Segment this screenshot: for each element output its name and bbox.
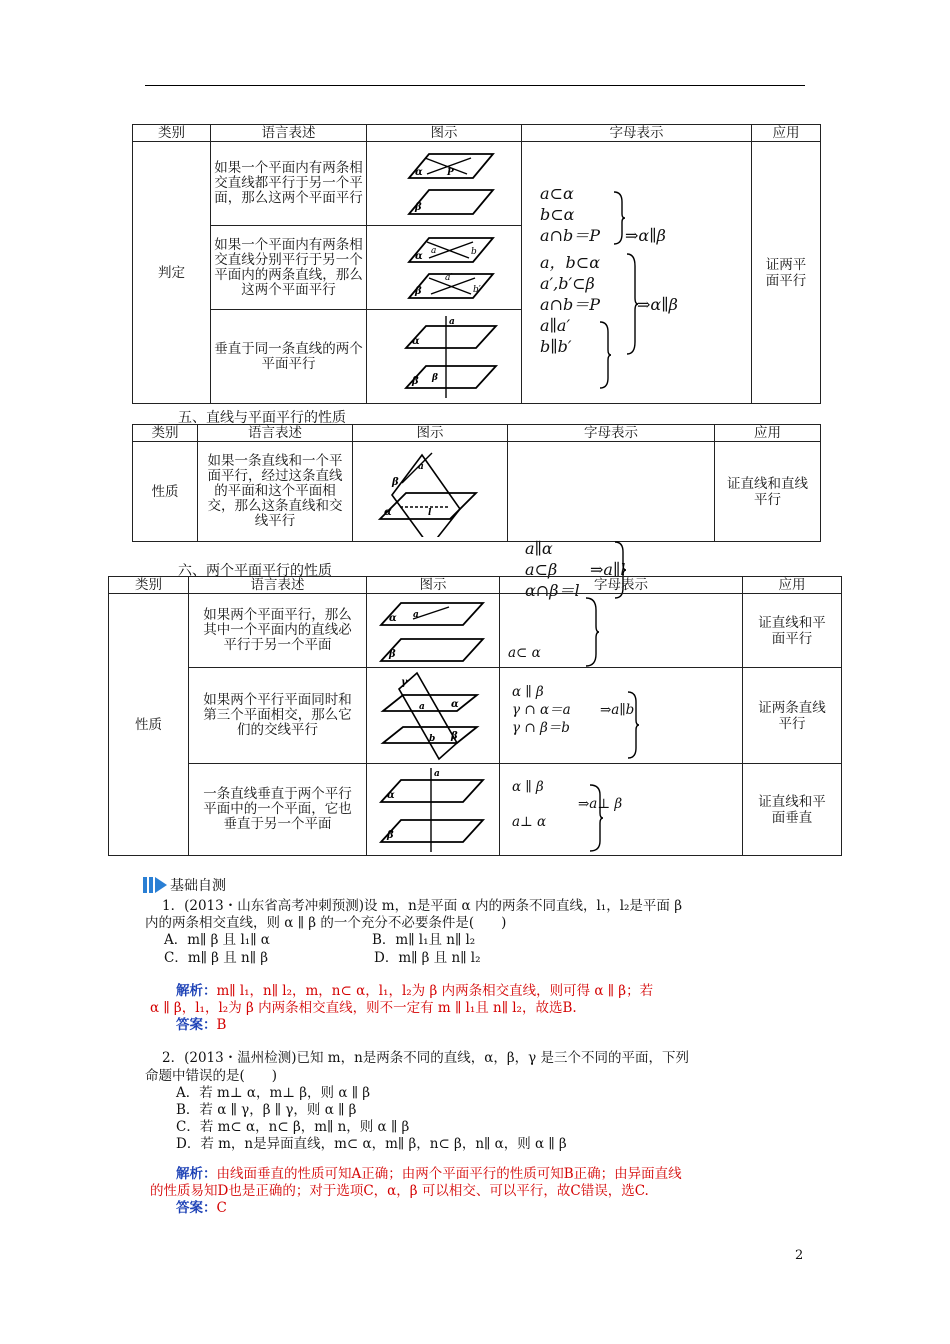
figure-cell — [367, 142, 522, 226]
two-planes-figure — [389, 232, 499, 304]
table-plane-parallel-criteria — [132, 124, 821, 404]
option-d: D．m∥ β 且 n∥ l₂ — [374, 950, 481, 966]
description-cell: 如果一个平面内有两条相交直线都平行于另一个平面，那么这两个平面平行 — [211, 142, 367, 226]
svg-text:a′: a′ — [445, 272, 453, 283]
formula-line: b⊂α — [540, 205, 575, 224]
svg-text:β: β — [387, 829, 394, 841]
figure-cell — [367, 310, 522, 404]
perpendicular-line-planes-figure — [373, 766, 493, 854]
header-application: 应用 — [743, 577, 842, 594]
explanation-label: 解析： — [176, 1166, 217, 1182]
figure-cell — [367, 764, 500, 856]
svg-text:β: β — [389, 648, 396, 660]
section-icon — [143, 875, 169, 899]
header-notation: 字母表示 — [508, 425, 715, 442]
svg-text:α: α — [415, 166, 423, 178]
description-cell: 如果两个平面平行，那么其中一个平面内的直线必平行于另一个平面 — [189, 594, 367, 668]
svg-text:β: β — [412, 375, 419, 387]
svg-text:β: β — [451, 730, 458, 742]
formula-line: a′,b′⊂β — [540, 274, 595, 293]
svg-text:α: α — [387, 789, 395, 801]
svg-text:α: α — [389, 612, 397, 624]
svg-text:a: a — [418, 461, 424, 472]
explanation-label: 解析： — [176, 983, 217, 999]
answer-label: 答案： — [176, 1017, 217, 1033]
svg-text:β: β — [392, 476, 399, 488]
formula-line: a∩b＝P — [540, 226, 600, 245]
header-description: 语言表述 — [211, 125, 367, 142]
section-heading-6: 六、两个平面平行的性质 — [178, 563, 332, 579]
line-plane-intersection-figure — [370, 447, 490, 537]
header-notation: 字母表示 — [522, 125, 752, 142]
option-b: B．m∥ l₁且 n∥ l₂ — [372, 932, 476, 948]
option-c: C．m∥ β 且 n∥ β — [164, 950, 269, 966]
header-figure: 图示 — [353, 425, 508, 442]
two-planes-line-figure — [373, 597, 493, 665]
formula-line: a∥a′ — [540, 316, 571, 335]
application-cell: 证直线和平面平行 — [743, 594, 842, 668]
application-cell: 证直线和平面垂直 — [743, 764, 842, 856]
description-cell: 如果一条直线和一个平面平行，经过这条直线的平面和这个平面相交，那么这条直线和交线平行 — [198, 442, 353, 542]
svg-text:γ: γ — [401, 676, 408, 688]
question-1-stem: 内的两条相交直线，则 α ∥ β 的一个充分不必要条件是( ) — [145, 915, 507, 931]
notation-cell: a⊂ α — [500, 594, 743, 668]
answer-label: 答案： — [176, 1200, 217, 1216]
svg-text:a: a — [413, 609, 419, 620]
explanation-text: m∥ l₁，n∥ l₂，m，n⊂ α，l₁，l₂为 β 内两条相交直线，则可得 α ∥ β；若 — [216, 983, 654, 999]
description-cell: 如果两个平行平面同时和第三个平面相交，那么它们的交线平行 — [189, 668, 367, 764]
brace — [598, 320, 612, 390]
application-cell: 证直线和直线平行 — [715, 442, 821, 542]
svg-text:β: β — [415, 285, 422, 297]
header-figure: 图示 — [367, 125, 522, 142]
formula-line: a⊂β — [525, 560, 558, 579]
application-cell: 证两平面平行 — [752, 142, 821, 404]
formula-line: γ ∩ α＝a — [512, 702, 571, 718]
svg-text:α: α — [415, 250, 423, 262]
header-category: 类别 — [133, 125, 211, 142]
formula-result: ⇒a∥b — [600, 702, 635, 718]
figure-cell — [367, 226, 522, 310]
svg-text:a: a — [419, 701, 425, 712]
brace — [588, 783, 604, 853]
perpendicular-line-planes-figure — [384, 314, 504, 400]
question-2-stem: 命题中错误的是( ) — [145, 1068, 278, 1084]
brace — [626, 690, 640, 760]
explanation — [176, 1166, 682, 1183]
two-planes-figure — [389, 148, 499, 220]
svg-text:β: β — [415, 201, 422, 213]
svg-text:α: α — [412, 335, 420, 347]
category-cell: 性质 — [133, 442, 198, 542]
formula-line: α ∥ β — [512, 684, 544, 700]
header-notation: 字母表示 — [500, 577, 743, 594]
answer — [176, 1200, 227, 1217]
explanation — [176, 983, 653, 1000]
header-description: 语言表述 — [198, 425, 353, 442]
question-2-stem: 2．(2013・温州检测)已知 m，n是两条不同的直线，α，β，γ 是三个不同的平面，下列 — [162, 1050, 690, 1066]
formula-result: ⇒a∥l — [590, 560, 626, 579]
formula-line: α ∥ β — [512, 779, 544, 795]
formula-line: a∥α — [525, 539, 553, 558]
svg-text:α: α — [451, 698, 459, 710]
svg-text:α: α — [384, 506, 392, 518]
category-cell: 判定 — [133, 142, 211, 404]
formula-line: a⊂α — [540, 184, 574, 203]
page-number: 2 — [795, 1248, 804, 1263]
answer-value: C — [216, 1200, 227, 1216]
figure-cell — [367, 668, 500, 764]
brace — [584, 596, 600, 668]
header-rule — [145, 85, 805, 86]
figure-cell — [367, 594, 500, 668]
formula-line: γ ∩ β＝b — [512, 720, 570, 736]
option-a: A．若 m⊥ α，m⊥ β，则 α ∥ β — [176, 1085, 371, 1101]
formula-result: ⇒α∥β — [637, 295, 678, 314]
svg-text:a: a — [449, 316, 455, 327]
svg-text:l: l — [428, 507, 432, 518]
table-line-plane-parallel-property — [132, 424, 821, 542]
header-figure: 图示 — [367, 577, 500, 594]
brace — [612, 190, 626, 246]
option-c: C．若 m⊂ α，n⊂ β，m∥ n，则 α ∥ β — [176, 1119, 410, 1135]
formula-result: ⇒α∥β — [625, 226, 666, 245]
section-heading-5: 五、直线与平面平行的性质 — [178, 410, 346, 426]
formula-result: ⇒a⊥ β — [578, 796, 623, 812]
option-d: D．若 m，n是异面直线，m⊂ α，m∥ β，n⊂ β，n∥ α，则 α ∥ β — [176, 1136, 567, 1152]
description-cell: 如果一个平面内有两条相交直线分别平行于另一个平面内的两条直线，那么这两个平面平行 — [211, 226, 367, 310]
option-b: B．若 α ∥ γ，β ∥ γ，则 α ∥ β — [176, 1102, 357, 1118]
header-category: 类别 — [133, 425, 198, 442]
svg-text:b: b — [429, 733, 436, 744]
explanation-text: 由线面垂直的性质可知A正确；由两个平面平行的性质可知B正确；由异面直线 — [216, 1166, 682, 1182]
svg-text:P: P — [447, 167, 454, 178]
formula-line: α∩β＝l — [525, 581, 580, 600]
header-application: 应用 — [715, 425, 821, 442]
category-cell: 性质 — [109, 594, 189, 856]
table-plane-parallel-property — [108, 576, 842, 856]
formula-group — [540, 183, 600, 246]
formula-line: a∩b＝P — [540, 295, 600, 314]
answer — [176, 1017, 226, 1034]
formula-line: a⊥ α — [512, 814, 547, 830]
formula-group — [540, 252, 600, 357]
formula-group — [512, 683, 571, 737]
formula-line: a，b⊂α — [540, 253, 600, 272]
description-cell: 一条直线垂直于两个平行平面中的一个平面，它也垂直于另一个平面 — [189, 764, 367, 856]
question-1-stem: 1．(2013・山东省高考冲刺预测)设 m，n是平面 α 内的两条不同直线，l₁，l₂是平面 β — [162, 898, 683, 914]
header-description: 语言表述 — [189, 577, 367, 594]
svg-text:β: β — [432, 372, 438, 383]
header-category: 类别 — [109, 577, 189, 594]
description-cell: 垂直于同一条直线的两个平面平行 — [211, 310, 367, 404]
explanation-text: α ∥ β，l₁，l₂为 β 内两条相交直线，则不一定有 m ∥ l₁且 n∥ l₂，故选B. — [150, 1000, 577, 1016]
section-title: 基础自测 — [170, 878, 226, 894]
explanation-text: 的性质易知D也是正确的；对于选项C，α，β 可以相交、可以平行，故C错误，选C. — [150, 1183, 649, 1199]
three-planes-figure — [373, 671, 493, 761]
answer-value: B — [216, 1017, 227, 1033]
figure-cell — [353, 442, 508, 542]
header-application: 应用 — [752, 125, 821, 142]
notation-cell — [508, 442, 715, 542]
svg-text:a: a — [431, 245, 437, 256]
svg-text:b: b — [471, 246, 477, 257]
application-cell: 证两条直线平行 — [743, 668, 842, 764]
formula-line: b∥b′ — [540, 337, 572, 356]
svg-text:b′: b′ — [473, 284, 481, 295]
option-a: A．m∥ β 且 l₁∥ α — [164, 932, 270, 948]
svg-text:a: a — [434, 768, 440, 779]
